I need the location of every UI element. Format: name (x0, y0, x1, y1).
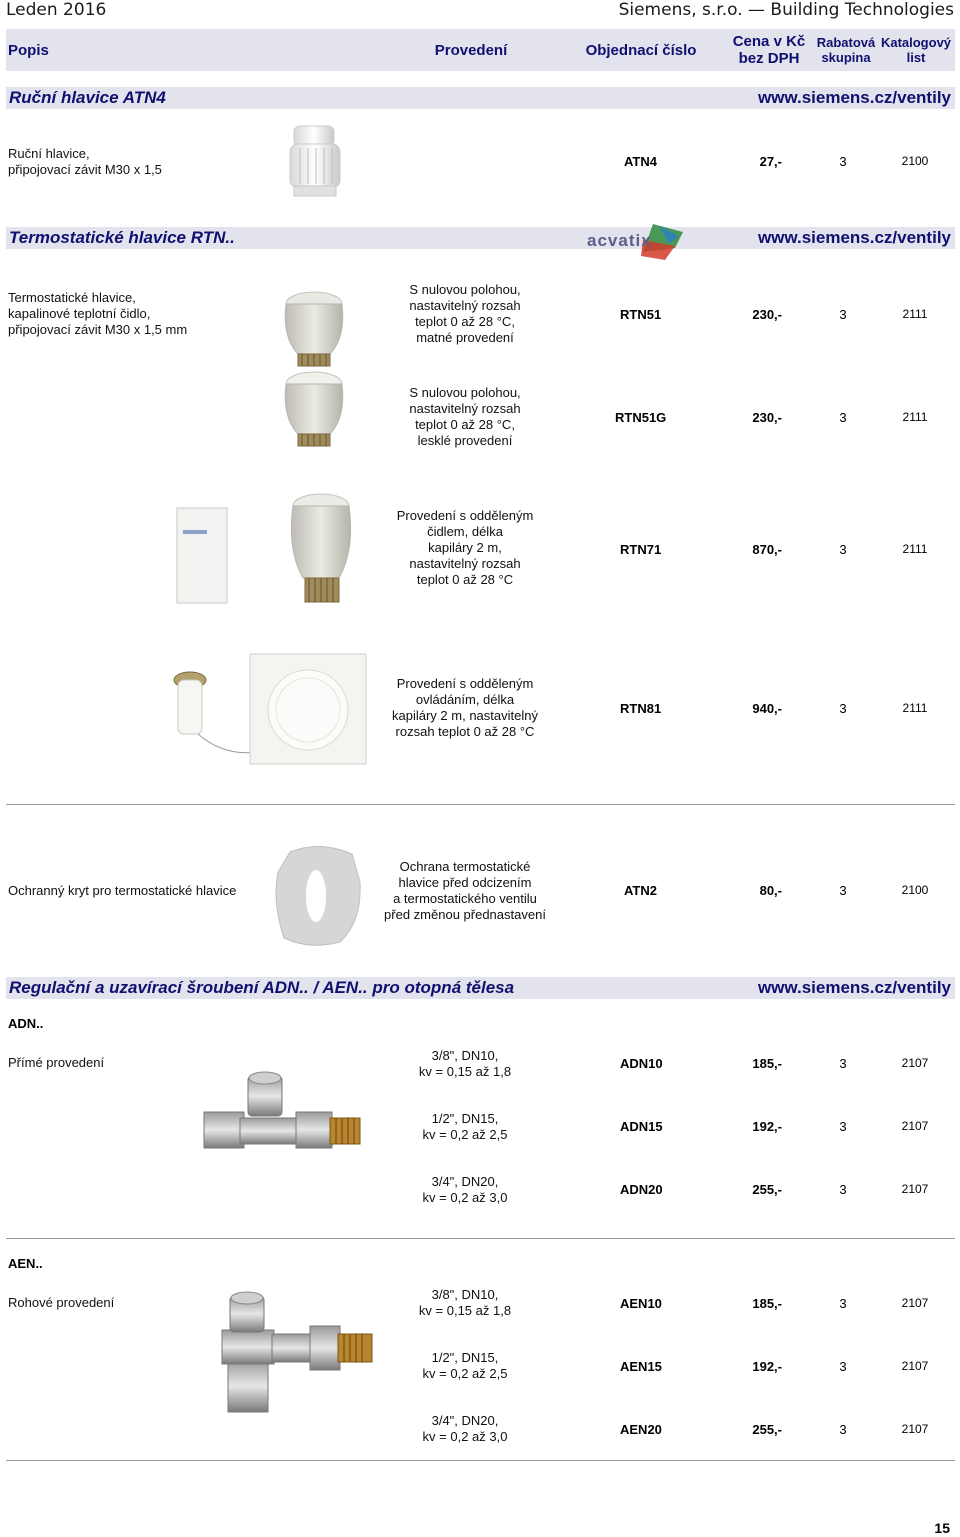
aen-subheading: AEN.. (8, 1256, 43, 1271)
adn15-provedeni (395, 1111, 535, 1143)
aen10-prov-line2: kv = 0,15 až 1,8 (418, 1303, 512, 1318)
aen10-group: 3 (839, 1296, 847, 1311)
aen10-price: 185,- (752, 1296, 782, 1311)
atn4-price: 27,- (759, 154, 782, 169)
rtn-popis-line3: připojovací závit M30 x 1,5 mm (8, 322, 188, 337)
atn2-prov-line2: hlavice před odcizením (398, 875, 532, 890)
rtn51g-prov-line2: nastavitelný rozsah (409, 401, 521, 416)
aen20-catalog: 2107 (901, 1422, 929, 1436)
rtn81-group: 3 (839, 701, 847, 716)
atn4-popis (8, 146, 162, 178)
atn2-code: ATN2 (624, 883, 657, 898)
rtn51g-group: 3 (839, 410, 847, 425)
col-cena-line1: Cena v Kč (732, 33, 806, 50)
rtn71-price: 870,- (752, 542, 782, 557)
col-cena-line2: bez DPH (738, 50, 800, 67)
rtn51-prov-line2: nastavitelný rozsah (409, 298, 521, 313)
aen10-code: AEN10 (620, 1296, 662, 1311)
adn20-catalog: 2107 (901, 1182, 929, 1196)
thermostat-head-rtn51g-image (268, 362, 358, 452)
aen15-group: 3 (839, 1359, 847, 1374)
rtn71-prov-line5: teplot 0 až 28 °C (416, 572, 514, 587)
adn-popis: Přímé provedení (8, 1055, 105, 1070)
rtn51g-provedeni (385, 385, 545, 449)
col-katalog (878, 29, 954, 71)
section-url[interactable]: www.siemens.cz/ventily (757, 978, 951, 997)
thermostat-rtn71-remote-sensor-image (175, 490, 370, 615)
section-title: Ruční hlavice ATN4 (9, 88, 166, 107)
aen15-code: AEN15 (620, 1359, 662, 1374)
adn15-prov-line1: 1/2", DN15, (431, 1111, 499, 1126)
adn15-code: ADN15 (620, 1119, 663, 1134)
rtn51-group: 3 (839, 307, 847, 322)
rtn51-catalog: 2111 (902, 307, 928, 321)
rtn51-code: RTN51 (620, 307, 662, 322)
divider (6, 804, 955, 805)
rtn51g-price: 230,- (752, 410, 782, 425)
col-objednaci: Objednací číslo (585, 41, 697, 59)
rtn51g-prov-line3: teplot 0 až 28 °C, (415, 417, 515, 432)
adn20-group: 3 (839, 1182, 847, 1197)
rtn81-prov-line1: Provedení s odděleným (396, 676, 534, 691)
acvatix-logo-text: acvatix (587, 231, 652, 250)
adn10-group: 3 (839, 1056, 847, 1071)
rtn71-prov-line3: kapiláry 2 m, (428, 540, 502, 555)
rtn81-prov-line2: ovládáním, délka (415, 692, 515, 707)
rtn51-prov-line1: S nulovou polohou, (409, 282, 521, 297)
table-header (6, 29, 955, 71)
rtn71-provedeni (385, 508, 545, 588)
divider (6, 1460, 955, 1461)
atn4-catalog: 2100 (901, 154, 929, 168)
page-number: 15 (934, 1520, 950, 1536)
aen20-code: AEN20 (620, 1422, 662, 1437)
adn15-prov-line2: kv = 0,2 až 2,5 (422, 1127, 508, 1142)
atn2-price: 80,- (759, 883, 782, 898)
rtn-popis-line2: kapalinové teplotní čidlo, (8, 306, 151, 321)
section-title: Termostatické hlavice RTN.. (9, 228, 235, 247)
adn10-price: 185,- (752, 1056, 782, 1071)
adn20-provedeni (395, 1174, 535, 1206)
adn15-catalog: 2107 (901, 1119, 929, 1133)
atn4-code: ATN4 (624, 154, 657, 169)
rtn51g-prov-line4: lesklé provedení (417, 433, 513, 448)
rtn51g-prov-line1: S nulovou polohou, (409, 385, 521, 400)
atn2-popis: Ochranný kryt pro termostatické hlavice (8, 883, 237, 898)
rtn51-prov-line3: teplot 0 až 28 °C, (415, 314, 515, 329)
rtn-popis-line1: Termostatické hlavice, (8, 290, 136, 305)
aen15-price: 192,- (752, 1359, 782, 1374)
section-adn-bar (6, 977, 955, 999)
col-katalog-line1: Katalogový (880, 35, 952, 50)
aen20-price: 255,- (752, 1422, 782, 1437)
aen10-provedeni (395, 1287, 535, 1319)
rtn81-code: RTN81 (620, 701, 662, 716)
divider (6, 1238, 955, 1239)
rtn81-prov-line3: kapiláry 2 m, nastavitelný (392, 708, 538, 723)
adn-subheading: ADN.. (8, 1016, 44, 1031)
rtn71-prov-line4: nastavitelný rozsah (409, 556, 521, 571)
col-provedeni: Provedení (434, 41, 508, 59)
section-url[interactable]: www.siemens.cz/ventily (757, 88, 951, 107)
atn2-group: 3 (839, 883, 847, 898)
atn2-provedeni (375, 859, 555, 923)
adn15-group: 3 (839, 1119, 847, 1134)
section-rtn-bar (6, 227, 955, 249)
adn10-code: ADN10 (620, 1056, 663, 1071)
rtn51g-code: RTN51G (615, 410, 667, 425)
rtn81-provedeni (385, 676, 545, 740)
section-title: Regulační a uzavírací šroubení ADN.. / AEN.. pro otopná tělesa (9, 978, 515, 997)
rtn71-prov-line2: čidlem, délka (427, 524, 503, 539)
col-rabat-line1: Rabatová (816, 35, 876, 50)
thermostat-head-atn4-image (280, 122, 350, 202)
aen15-prov-line2: kv = 0,2 až 2,5 (422, 1366, 508, 1381)
atn4-popis-line2: připojovací závit M30 x 1,5 (8, 162, 162, 177)
rtn-popis (8, 290, 187, 338)
col-katalog-line2: list (906, 50, 926, 65)
page-header-date: Leden 2016 (6, 0, 107, 20)
atn2-catalog: 2100 (901, 883, 929, 897)
section-atn4-bar (6, 87, 955, 109)
adn20-price: 255,- (752, 1182, 782, 1197)
atn2-prov-line4: před změnou přednastavení (384, 907, 546, 922)
rtn51g-catalog: 2111 (902, 410, 928, 424)
straight-valve-adn-image (200, 1070, 365, 1180)
rtn81-prov-line4: rozsah teplot 0 až 28 °C (395, 724, 535, 739)
protective-cover-atn2-image (270, 842, 365, 947)
rtn51-provedeni (385, 282, 545, 346)
aen20-provedeni (395, 1413, 535, 1445)
acvatix-logo (583, 222, 688, 262)
aen20-prov-line1: 3/4", DN20, (431, 1413, 499, 1428)
aen-popis: Rohové provedení (8, 1295, 115, 1310)
rtn51-price: 230,- (752, 307, 782, 322)
col-popis: Popis (8, 41, 49, 59)
col-cena (724, 29, 814, 71)
angle-valve-aen-image (218, 1290, 378, 1420)
atn4-popis-line1: Ruční hlavice, (8, 146, 90, 161)
aen10-prov-line1: 3/8", DN10, (431, 1287, 499, 1302)
rtn81-price: 940,- (752, 701, 782, 716)
thermostat-head-rtn51-image (268, 282, 358, 372)
adn20-code: ADN20 (620, 1182, 663, 1197)
section-url[interactable]: www.siemens.cz/ventily (757, 228, 951, 247)
adn10-provedeni (395, 1048, 535, 1080)
aen10-catalog: 2107 (901, 1296, 929, 1310)
rtn71-code: RTN71 (620, 542, 662, 557)
adn20-prov-line2: kv = 0,2 až 3,0 (422, 1190, 508, 1205)
rtn71-catalog: 2111 (902, 542, 928, 556)
rtn51-prov-line4: matné provedení (416, 330, 514, 345)
aen15-catalog: 2107 (901, 1359, 929, 1373)
col-rabat (812, 29, 880, 71)
rtn71-group: 3 (839, 542, 847, 557)
aen20-prov-line2: kv = 0,2 až 3,0 (422, 1429, 508, 1444)
adn20-prov-line1: 3/4", DN20, (431, 1174, 499, 1189)
adn10-prov-line2: kv = 0,15 až 1,8 (418, 1064, 512, 1079)
rtn81-catalog: 2111 (902, 701, 928, 715)
adn10-catalog: 2107 (901, 1056, 929, 1070)
atn2-prov-line1: Ochrana termostatické (399, 859, 531, 874)
adn10-prov-line1: 3/8", DN10, (431, 1048, 499, 1063)
aen15-prov-line1: 1/2", DN15, (431, 1350, 499, 1365)
thermostat-rtn81-remote-control-image (168, 650, 373, 770)
aen20-group: 3 (839, 1422, 847, 1437)
col-rabat-line2: skupina (821, 50, 871, 65)
rtn71-prov-line1: Provedení s odděleným (396, 508, 534, 523)
page-header-company: Siemens, s.r.o. — Building Technologies (618, 0, 954, 20)
adn15-price: 192,- (752, 1119, 782, 1134)
atn2-prov-line3: a termostatického ventilu (393, 891, 537, 906)
atn4-group: 3 (839, 154, 847, 169)
aen15-provedeni (395, 1350, 535, 1382)
